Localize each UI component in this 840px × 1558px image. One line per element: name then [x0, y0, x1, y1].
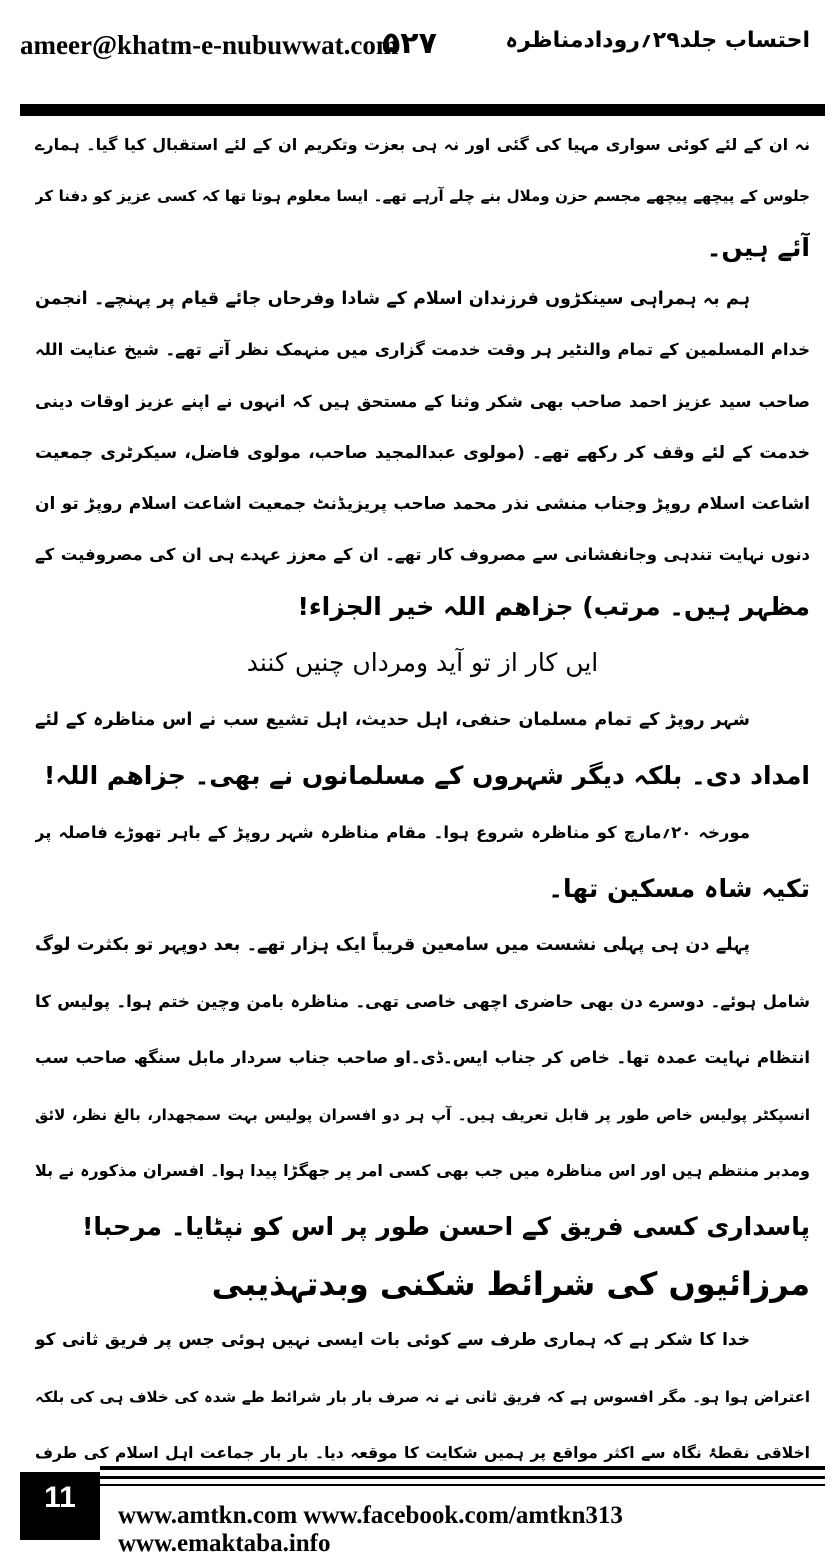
- text-line: انسپکٹر پولیس خاص طور پر قابل تعریف ہیں۔ آپ ہر دو افسران پولیس بہت سمجھدار، بالغ نظر، لائق: [35, 1105, 810, 1124]
- text-line: تکیہ شاہ مسکین تھا۔: [548, 874, 810, 903]
- verse-line: ایں کار از تو آید ومرداں چنیں کنند: [246, 648, 599, 678]
- text-line: امداد دی۔ بلکہ دیگر شہروں کے مسلمانوں نے بھی۔ جزاھم اللہ!: [43, 761, 810, 791]
- book-title: احتساب جلد۲۹؍رودادمناظرہ: [505, 28, 810, 53]
- text-line: خدام المسلمین کے تمام والنٹیر ہر وقت خدمت گزاری میں منہمک نظر آتے تھے۔ شیخ عنایت اللہ: [35, 340, 810, 360]
- header-email: ameer@khatm-e-nubuwwat.com: [20, 30, 399, 60]
- text-line: خدمت کے لئے وقف کر رکھے تھے۔ (مولوی عبدالمجید صاحب، مولوی فاضل، سیکرٹری جمعیت: [35, 442, 810, 463]
- text-line: اعتراض ہوا ہو۔ مگر افسوس ہے کہ فریق ثانی نے نہ صرف بار بار شرائط طے شدہ کی خلاف ہی کی بلکہ: [35, 1387, 810, 1406]
- section-heading: مرزائیوں کی شرائط شکنی وبدتہذیبی: [211, 1264, 810, 1303]
- paragraph-start-line: پہلے دن ہی پہلی نشست میں سامعین قریباً ایک ہزار تھے۔ بعد دوپہر تو بکثرت لوگ: [35, 935, 750, 956]
- text-line: صاحب سید عزیز احمد صاحب بھی شکر وثنا کے مستحق ہیں کہ انہوں نے اپنے عزیز اوقات دینی: [35, 391, 810, 411]
- paragraph-start-line: ہم بہ ہمراہی سینکڑوں فرزندان اسلام کے شادا وفرحاں جائے قیام پر پہنچے۔ انجمن: [35, 288, 750, 309]
- text-line: انتظام نہایت عمدہ تھا۔ خاص کر جناب ایس۔ڈی۔او صاحب جناب سردار مابل سنگھ صاحب سب: [35, 1048, 810, 1068]
- footer-page-badge: 11: [20, 1472, 100, 1540]
- text-line: جلوس کے پیچھے پیچھے مجسم حزن وملال بنے چلے آرہے تھے۔ ایسا معلوم ہوتا تھا کہ کسی عزیز کو دفنا کر: [35, 187, 810, 206]
- text-line: آئے ہیں۔: [706, 232, 810, 262]
- text-line: اشاعت اسلام روپڑ وجناب منشی نذر محمد صاحب پریزیڈنٹ جمعیت اشاعت اسلام روپڑ تو ان: [35, 494, 810, 515]
- footer-links: www.amtkn.com www.facebook.com/amtkn313 www.emaktaba.info: [118, 1502, 623, 1557]
- paragraph-start-line: خدا کا شکر ہے کہ ہماری طرف سے کوئی بات ایسی نہیں ہوئی جس پر فریق ثانی کو: [35, 1330, 750, 1351]
- text-line: نہ ان کے لئے کوئی سواری مہیا کی گئی اور نہ ہی بعزت وتکریم ان کے لئے استقبال کیا گیا۔ ہمارے: [35, 135, 810, 154]
- page-number: ۵۲۷: [382, 26, 437, 61]
- footer-rule: [100, 1476, 825, 1479]
- text-line: مظہر ہیں۔ مرتب) جزاھم اللہ خیر الجزاء!: [297, 591, 810, 621]
- header-rule: [20, 104, 825, 116]
- text-line: ومدبر منتظم ہیں اور اس مناظرہ میں جب بھی کسی امر پر جھگڑا پیدا ہوا۔ افسران مذکورہ نے بلا: [35, 1161, 810, 1180]
- paragraph-start-line: شہر روپڑ کے تمام مسلمان حنفی، اہل حدیث، اہل تشیع سب نے اس مناظرہ کے لئے: [35, 709, 750, 730]
- text-line: شامل ہوئے۔ دوسرے دن بھی حاضری اچھی خاصی تھی۔ مناظرہ بامن وچین ختم ہوا۔ پولیس کا: [35, 991, 810, 1011]
- text-line: پاسداری کسی فریق کے احسن طور پر اس کو نپٹایا۔ مرحبا!: [81, 1212, 810, 1242]
- footer-rule: [100, 1484, 825, 1486]
- text-line: اخلاقی نقطۂ نگاہ سے اکثر مواقع پر ہمیں شکایت کا موقعہ دیا۔ بار بار جماعت اہل اسلام کی طرف: [35, 1444, 810, 1462]
- paragraph-start-line: مورخہ ۲۰؍مارچ کو مناظرہ شروع ہوا۔ مقام مناظرہ شہر روپڑ کے باہر تھوڑے فاصلہ پر: [35, 822, 750, 842]
- footer-rule: [100, 1466, 825, 1470]
- text-line: دنوں نہایت تندہی وجانفشانی سے مصروف کار تھے۔ ان کے معزز عہدے ہی ان کی مصروفیت کے: [35, 545, 810, 565]
